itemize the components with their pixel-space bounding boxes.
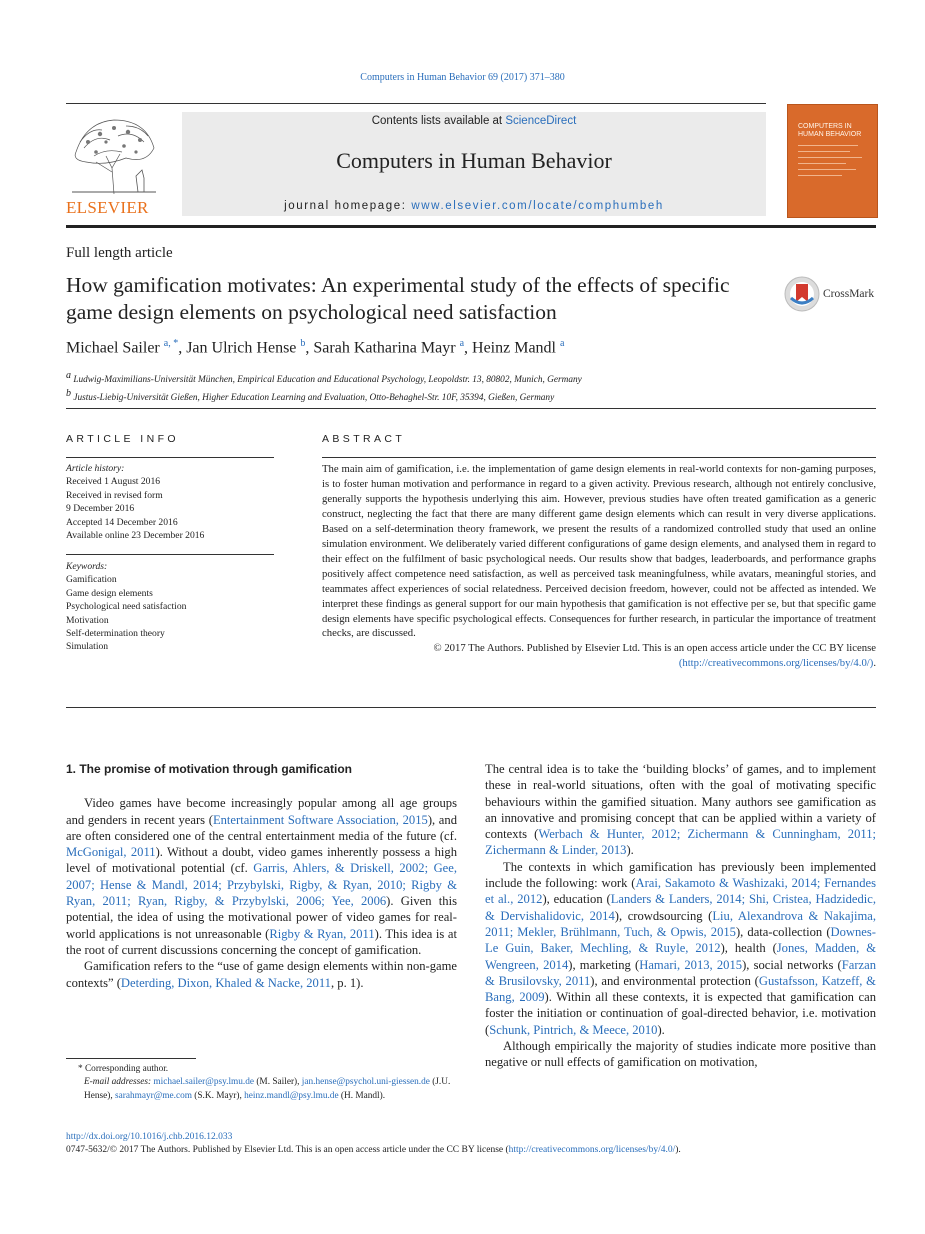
author-affil-sup[interactable]: a, * [163,338,179,349]
affil-text: Justus-Liebig-Universität Gießen, Higher Education Learning and Evaluation, Otto-Behaghel-Str. 10F, 35394, Gießen, Germany [73,393,555,404]
citation-link[interactable]: Garris, Ahlers, & Driskell, 2002; Gee, 2007; Hense & Mandl, 2014; Przybylski, Rigby, & Ryan, 2010; Rigby & Ryan, 2011; Ryan, Rigby, & Przybylski, 2006; Yee, 2006 [66,861,457,909]
keyword-item: Gamification [66,574,117,586]
license-link[interactable]: (http://creativecommons.org/licenses/by/4.0/) [678,657,874,670]
author-affil-sup[interactable]: a [560,338,565,349]
history-item: Received 1 August 2016 [66,476,161,488]
contents-line [182,115,766,127]
author-affil-sup[interactable]: a [459,338,465,349]
elsevier-wordmark: ELSEVIER [66,198,149,217]
license-end: . [873,657,876,670]
affiliation-a [66,369,866,387]
journal-title: Computers in Human Behavior [336,148,612,173]
citation-link[interactable]: Liu, Alexandrova & Nakajima, 2011; Mekler, Brühlmann, Tuch, & Opwis, 2015 [485,908,877,939]
section-rule [66,707,876,708]
text-run: (H. Mandl). [338,1090,386,1101]
citation-link[interactable]: Landers & Landers, 2014; Shi, Cristea, Hadzidedic, & Dervishalidovic, 2014 [485,892,877,923]
issn-license-link[interactable]: http://creativecommons.org/licenses/by/4.0/ [508,1145,676,1155]
issn-end: ). [675,1145,681,1155]
paragraph [485,761,876,859]
footnote-rule [66,1058,196,1059]
homepage-link[interactable]: www.elsevier.com/locate/comphumbeh [411,200,664,212]
contents-prefix: Contents lists available at [371,115,506,127]
cover-line [798,157,862,158]
author-name: Michael Sailer [66,339,160,357]
journal-reference[interactable]: Computers in Human Behavior 69 (2017) 371–380 [360,72,565,83]
abstract-rule [322,457,876,458]
citation-link[interactable]: Entertainment Software Association, 2015 [212,812,428,827]
body-column-left [66,761,457,991]
text-run: ), crowdsourcing ( [614,908,713,923]
citation-link[interactable]: Downes-Le Guin, Baker, Mechling, & Ruyle, 2012 [485,924,876,956]
paragraph [485,859,876,1038]
tree-logo-icon [66,112,162,196]
citation-link[interactable]: Arai, Sakamoto & Washizaki, 2014; Fernandes et al., 2012 [485,876,876,907]
text-run: The contexts in which gamification has previously been implemented include the following: work ( [485,859,876,891]
text-run: ). Given this potential, the idea of using the motivational power of video games for real-world applications is not unreasonable ( [66,894,457,941]
text-run: The central idea is to take the ‘building blocks’ of games, and to implement these in real-world situations, often with the goal of motivating specific behaviours within the gamified situation. Many authors see gamification as an innovative and promising concept that can be applied within a variety of contexts ( [485,762,876,842]
affil-text: Ludwig-Maximilians-Universität München, Empirical Education and Educational Psychology, Leopoldstr. 13, 80802, Munich, Germany [73,375,582,386]
citation-link[interactable]: Deterding, Dixon, Khaled & Nacke, 2011 [120,975,331,990]
keyword-item: Game design elements [66,587,153,599]
text-run: ), data-collection ( [735,924,831,939]
keyword-item: Simulation [66,641,109,653]
text-run: Video games have become increasingly popular among all age groups and genders in recent years ( [66,796,457,827]
text-run: ), marketing ( [568,957,640,972]
text-run: (J.U. Hense), [84,1077,451,1101]
journal-homepage [182,200,766,212]
footnote [66,1063,457,1103]
abstract-heading: ABSTRACT [322,433,406,445]
sciencedirect-link[interactable]: ScienceDirect [505,115,577,127]
elsevier-logo [66,112,162,218]
text-run: (M. Sailer), [254,1077,302,1088]
paragraph [485,1038,876,1071]
citation-link[interactable]: Hamari, 2013, 2015 [639,957,743,972]
issn-line [66,1145,681,1155]
affil-sup: a [66,370,71,381]
author-name: Sarah Katharina Mayr [313,339,456,357]
citation-link[interactable]: heinz.mandl@psy.lmu.de [244,1090,339,1101]
text-run: ), and are often considered one of the central entertainment media of the future (cf. [66,812,457,843]
author-name: Heinz Mandl [472,339,556,357]
affil-sup: b [66,388,71,400]
crossmark-icon [784,276,820,312]
keywords-rule [66,554,274,555]
author-affil-sup[interactable]: b [300,338,306,349]
paragraph [66,795,457,958]
email-note [66,1076,457,1103]
homepage-prefix: journal homepage: [284,200,412,212]
text-run: ). This idea is at the root of current discussions concerning the concept of gamification. [66,926,457,957]
history-item: Received in revised form [66,489,163,501]
section-rule [66,408,876,409]
history-item: Available online 23 December 2016 [66,530,205,542]
crossmark-badge[interactable] [784,276,884,314]
text-run: ). Within all these contexts, it is expected that gamification can foster the initiation or continuation of goal-directed behavior, i.e. motivation ( [485,990,876,1037]
text-run: (S.K. Mayr), [191,1090,245,1101]
text-run: ), education ( [542,892,611,907]
paragraph [66,958,457,991]
keyword-item: Psychological need satisfaction [66,601,187,613]
article-title: How gamification motivates: An experimental study of the effects of specific game design elements on psychological need satisfaction [66,273,730,324]
article-info-heading: ARTICLE INFO [66,433,179,445]
history-label: Article history: [66,463,125,474]
text-run: ). [657,1022,665,1037]
abstract-copyright [322,641,876,671]
citation-link[interactable]: Gustafsson, Katzeff, & Bang, 2009 [485,973,876,1005]
citation-link[interactable]: McGonigal, 2011 [66,845,156,860]
author-list: Michael Sailer $^{a, *}$, Jan Ulrich Hense $^b$, Sarah Katharina Mayr $^a$, Heinz Mandl $^a$ [66,338,565,357]
citation-link[interactable]: Rigby & Ryan, 2011 [269,926,375,941]
corresponding-text: Corresponding author. [84,1064,169,1074]
affiliation-b [66,387,866,405]
cover-line [798,175,842,176]
citation-link[interactable]: Farzan & Brusilovsky, 2011 [485,957,877,988]
article-info-rule [66,457,274,458]
email-label: E-mail addresses: [84,1077,154,1088]
author-name: Jan Ulrich Hense [186,339,297,357]
top-rule [66,103,766,104]
journal-masthead [182,112,766,216]
keywords [66,560,274,654]
article-type: Full length article [66,245,173,261]
issn-text: 0747-5632/© 2017 The Authors. Published by Elsevier Ltd. This is an open access article under the CC BY license ( [66,1145,509,1155]
doi-link[interactable]: http://dx.doi.org/10.1016/j.chb.2016.12.033 [66,1132,233,1142]
cover-line [798,163,846,164]
abstract-body [322,462,876,671]
citation-link[interactable]: Jones, Madden, & Wengreen, 2014 [485,941,876,972]
text-run: Although empirically the majority of studies indicate more positive than negative or null effects of gamification on motivation, [485,1039,876,1070]
cover-title: COMPUTERS IN HUMAN BEHAVIOR [798,123,862,138]
journal-cover-image [787,104,878,218]
text-run: ). Without a doubt, video games inherently possess a high level of motivational potential (cf. [66,845,457,876]
citation-link[interactable]: sarahmayr@me.com [114,1090,192,1101]
text-run: ). [626,843,634,858]
history-item: Accepted 14 December 2016 [66,516,178,528]
abstract-text: The main aim of gamification, i.e. the implementation of game design elements in real-world contexts for non-gaming purposes, is to foster human motivation and performance in regard to a given activity. Previous research, although not entirely conclusive, generally supports the hypothesis underlying this aim. However, previous studies have often treated gamification as a generic construct, neglecting the fact that there are many different game design elements which can result in very diverse applications. Based on a self-determination theory framework, we present the results of a randomized controlled study that used an online simulation environment. We deliberately varied different configurations of game design elements, and analysed them in regard to their effect on the fulfilment of basic psychological needs. Our results show that badges, leaderboards, and performance graphs positively affect competence need satisfaction, as well as perceived task meaningfulness, while avatars, meaningful stories, and teammates affect experiences of social relatedness. Perceived decision freedom, however, could not be affected as intended. We interpret these findings as general support for our main hypothesis that gamification is not effective per se, but that specific game design elements have specific psychological effects. Consequences for further research, in particular the importance of treatment checks, are discussed. [322,463,876,640]
cover-line [798,169,856,170]
affiliations [66,369,866,405]
body-column-right [485,761,876,1071]
keywords-label: Keywords: [66,561,108,572]
article-history [66,462,274,542]
corresponding-note: * Corresponding author. [78,1064,169,1074]
text-run: Gamification refers to the “use of game design elements within non-game contexts” ( [66,959,457,990]
keyword-item: Motivation [66,614,109,626]
text-run: ), social networks ( [742,957,842,972]
crossmark-label: CrossMark [823,288,875,300]
citation-link[interactable]: michael.sailer@psy.lmu.de [153,1077,255,1088]
header-rule [66,225,876,228]
citation-link[interactable]: jan.hense@psychol.uni-giessen.de [301,1077,430,1088]
citation-link[interactable]: Schunk, Pintrich, & Meece, 2010 [489,1022,658,1037]
section-heading: 1. The promise of motivation through gamification [66,762,353,776]
text-run: , p. 1). [330,975,364,990]
text-run: ), and environmental protection ( [590,973,759,988]
text-run: ), health ( [720,941,777,956]
keyword-item: Self-determination theory [66,628,165,640]
cover-line [798,151,850,152]
citation-link[interactable]: Werbach & Hunter, 2012; Zichermann & Cunningham, 2011; Zichermann & Linder, 2013 [485,827,877,858]
copyright-text: © 2017 The Authors. Published by Elsevier Ltd. This is an open access article under the CC BY license [433,642,876,655]
cover-line [798,145,858,146]
history-item: 9 December 2016 [66,503,135,515]
